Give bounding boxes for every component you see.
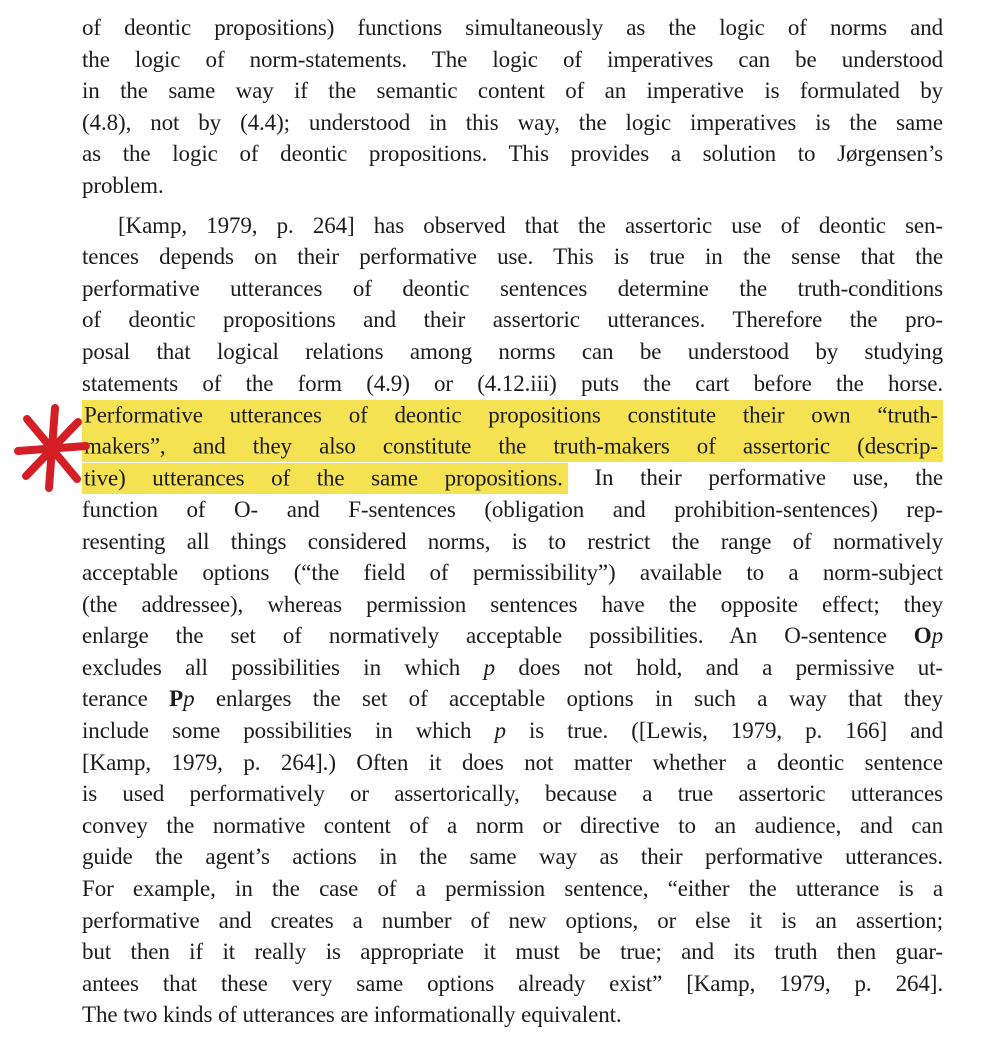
text-segment: P bbox=[169, 686, 184, 712]
text-line bbox=[82, 683, 943, 715]
text-line bbox=[82, 526, 943, 558]
text-segment: enlarge the set of normatively acceptable possibilities. An O-sentence bbox=[82, 623, 914, 649]
text-line bbox=[82, 462, 943, 494]
text-segment: function of O- and F-sentences (obligation and prohibition-sentences) rep- bbox=[82, 496, 943, 522]
text-segment: of deontic propositions) functions simultaneously as the logic of norms and bbox=[82, 15, 943, 40]
text-line bbox=[82, 810, 943, 842]
text-line bbox=[82, 620, 943, 652]
paragraph bbox=[82, 210, 943, 1031]
text-line bbox=[82, 138, 943, 170]
text-segment: (the addressee), whereas permission sentences have the opposite effect; they bbox=[82, 591, 943, 617]
red-asterisk-icon bbox=[14, 404, 90, 492]
text-segment: in the same way if the semantic content of an imperative is formulated by bbox=[82, 78, 943, 104]
text-line bbox=[82, 715, 943, 747]
text-line bbox=[82, 399, 943, 431]
text-segment: p bbox=[483, 654, 495, 680]
text-line bbox=[82, 210, 943, 242]
text-segment: O bbox=[913, 623, 932, 649]
text-segment: acceptable options (“the field of permissibility”) available to a norm-subject bbox=[82, 560, 943, 586]
text-segment: performative utterances of deontic sentences determine the truth-conditions bbox=[82, 275, 943, 301]
text-segment: [Kamp, 1979, p. 264] has observed that the assertoric use of deontic sen- bbox=[118, 212, 943, 238]
text-segment: posal that logical relations among norms can be understood by studying bbox=[82, 338, 943, 364]
text-segment: terance bbox=[82, 686, 170, 712]
text-line bbox=[82, 873, 943, 905]
text-segment: the logic of norm-statements. The logic of imperatives can be understood bbox=[82, 46, 943, 72]
text-line bbox=[82, 75, 943, 107]
text-line bbox=[82, 841, 943, 873]
text-segment: p bbox=[183, 686, 195, 712]
text-line bbox=[82, 241, 943, 273]
text-segment: performative and creates a number of new options, or else it is an assertion; bbox=[82, 907, 943, 933]
text-segment: tences depends on their performative use. This is true in the sense that the bbox=[82, 244, 943, 270]
text-line bbox=[82, 12, 943, 44]
highlighted-text: tive) utterances of the same propositions. bbox=[82, 463, 568, 494]
text-line bbox=[82, 968, 943, 1000]
text-line bbox=[82, 778, 943, 810]
text-segment: antees that these very same options already exist” [Kamp, 1979, p. 264]. bbox=[82, 970, 943, 996]
text-line bbox=[82, 557, 943, 589]
highlighted-text: makers”, and they also constitute the truth-makers of assertoric (descrip- bbox=[82, 431, 943, 462]
text-line bbox=[82, 589, 943, 621]
text-line bbox=[82, 336, 943, 368]
text-segment: is used performatively or assertorically, because a true assertoric utterances bbox=[82, 781, 943, 807]
text-segment: of deontic propositions and their assertoric utterances. Therefore the pro- bbox=[82, 307, 943, 333]
text-segment: as the logic of deontic propositions. This provides a solution to Jørgensen’s bbox=[82, 141, 943, 167]
text-segment: enlarges the set of acceptable options in such a way that they bbox=[194, 686, 943, 712]
text-column bbox=[82, 12, 943, 1031]
highlighted-text: Performative utterances of deontic propositions constitute their own “truth- bbox=[82, 400, 943, 431]
text-line bbox=[82, 44, 943, 76]
text-segment: include some possibilities in which bbox=[82, 718, 495, 744]
text-segment: In their performative use, the bbox=[567, 465, 943, 491]
text-segment: convey the normative content of a norm or directive to an audience, and can bbox=[82, 812, 943, 838]
text-line bbox=[82, 304, 943, 336]
text-segment: is true. ([Lewis, 1979, p. 166] and bbox=[505, 718, 943, 744]
text-segment: guide the agent’s actions in the same way as their performative utterances. bbox=[82, 844, 943, 870]
text-line bbox=[82, 747, 943, 779]
text-segment: statements of the form (4.9) or (4.12.iii) puts the cart before the horse. bbox=[82, 370, 943, 396]
text-line bbox=[82, 905, 943, 937]
text-line bbox=[82, 494, 943, 526]
text-line bbox=[82, 170, 943, 202]
text-line bbox=[82, 936, 943, 968]
text-segment: p bbox=[931, 623, 943, 649]
text-line bbox=[82, 273, 943, 305]
text-segment: does not hold, and a permissive ut- bbox=[494, 654, 943, 680]
text-segment: but then if it really is appropriate it must be true; and its truth then guar- bbox=[82, 939, 943, 965]
text-segment: problem. bbox=[82, 172, 164, 198]
text-segment: [Kamp, 1979, p. 264].) Often it does not matter whether a deontic sentence bbox=[82, 749, 943, 775]
text-line bbox=[82, 368, 943, 400]
text-line bbox=[82, 107, 943, 139]
text-line bbox=[82, 999, 943, 1031]
text-segment: resenting all things considered norms, is to restrict the range of normatively bbox=[82, 528, 943, 554]
text-line bbox=[82, 652, 943, 684]
red-asterisk-annotation bbox=[14, 404, 90, 492]
text-line bbox=[82, 431, 943, 463]
text-segment: p bbox=[494, 718, 506, 744]
text-segment: The two kinds of utterances are informationally equivalent. bbox=[82, 1002, 622, 1028]
text-segment: excludes all possibilities in which bbox=[82, 654, 484, 680]
text-segment: For example, in the case of a permission sentence, “either the utterance is a bbox=[82, 876, 943, 902]
text-segment: (4.8), not by (4.4); understood in this way, the logic imperatives is the same bbox=[82, 109, 943, 135]
paragraph bbox=[82, 12, 943, 202]
